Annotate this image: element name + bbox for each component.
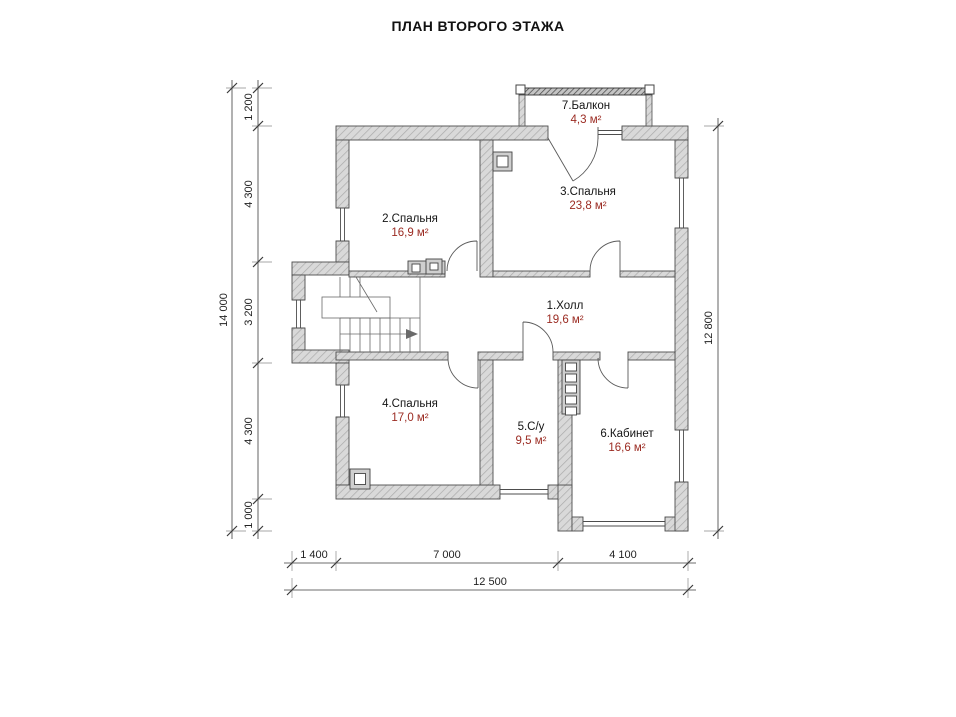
dim-left-seg-2: 4 300 — [243, 180, 255, 208]
dim-right-total — [703, 118, 724, 539]
room-area-hall: 19,6 м² — [546, 314, 584, 326]
window-bathroom-bottom — [500, 485, 548, 499]
balcony-post-right — [645, 85, 654, 94]
door-bathroom — [523, 322, 553, 352]
window-balcony-sidelight — [598, 127, 622, 139]
balcony-rail-left — [519, 95, 525, 126]
window-bedroom3-right — [675, 178, 688, 228]
chimney-bedroom3 — [493, 152, 512, 171]
dim-left-seg-5: 1 000 — [243, 501, 255, 529]
dim-bottom-total — [284, 576, 696, 598]
window-stairbay-left — [292, 300, 305, 328]
dim-right-total-value: 12 800 — [703, 311, 715, 345]
window-study-right — [675, 430, 688, 482]
room-label-bathroom: 5.С/у — [517, 421, 545, 433]
room-area-bathroom: 9,5 м² — [515, 435, 547, 447]
room-area-study: 16,6 м² — [608, 442, 646, 454]
dim-left-seg-1: 1 200 — [243, 93, 255, 121]
washbasin-unit — [408, 259, 445, 274]
window-study-bottom — [583, 517, 665, 531]
dim-left-seg-4: 4 300 — [243, 417, 255, 445]
dim-left-segments — [243, 80, 272, 539]
room-area-balcony: 4,3 м² — [570, 114, 602, 126]
dim-left-seg-3: 3 200 — [243, 298, 255, 326]
dim-bottom-seg-2: 7 000 — [433, 549, 461, 561]
plan-title: ПЛАН ВТОРОГО ЭТАЖА — [391, 18, 565, 34]
room-area-bedroom2: 16,9 м² — [391, 227, 429, 239]
duct-shaft — [562, 360, 580, 415]
room-area-bedroom3: 23,8 м² — [569, 200, 607, 212]
dim-bottom-seg-1: 1 400 — [300, 549, 328, 561]
door-balcony — [548, 138, 598, 181]
balcony-post-left — [516, 85, 525, 94]
balcony-rail-top — [519, 88, 652, 95]
room-label-bedroom3: 3.Спальня — [560, 186, 616, 198]
door-bedroom3 — [590, 241, 620, 271]
dim-bottom-segments — [284, 549, 696, 571]
door-bedroom2 — [447, 241, 477, 271]
dim-bottom-total-value: 12 500 — [473, 576, 507, 588]
window-bedroom2-left — [336, 208, 349, 241]
dim-left-total — [218, 80, 246, 539]
window-bedroom4-left — [336, 385, 349, 417]
room-label-hall: 1.Холл — [546, 300, 584, 312]
dim-bottom-seg-3: 4 100 — [609, 549, 637, 561]
stair-break-line — [356, 277, 377, 312]
room-label-bedroom2: 2.Спальня — [382, 213, 438, 225]
room-label-balcony: 7.Балкон — [561, 100, 611, 112]
balcony-rail-right — [646, 95, 652, 126]
doors — [447, 138, 628, 388]
room-label-bedroom4: 4.Спальня — [382, 398, 438, 410]
chimney-bedroom4 — [350, 469, 370, 489]
dim-left-total-value: 14 000 — [218, 293, 230, 327]
room-area-bedroom4: 17,0 м² — [391, 412, 429, 424]
door-bedroom4 — [448, 358, 478, 388]
door-study — [598, 358, 628, 388]
stair-direction-arrow-icon — [406, 329, 418, 339]
staircase — [322, 277, 420, 352]
room-label-study: 6.Кабинет — [600, 428, 654, 440]
